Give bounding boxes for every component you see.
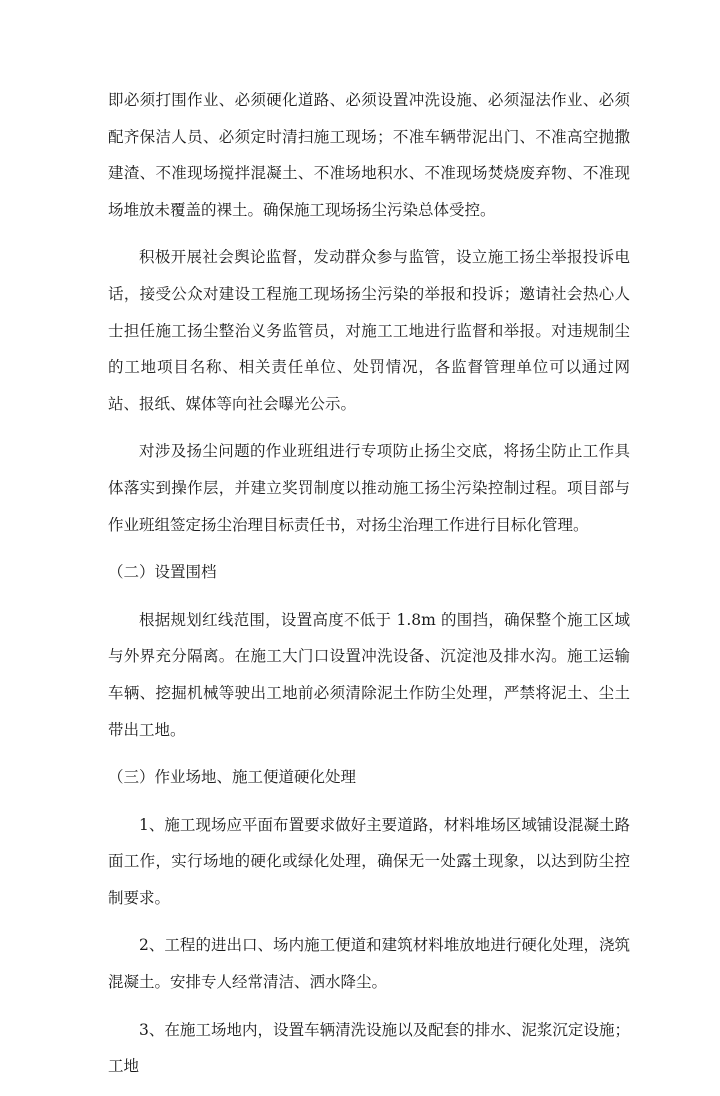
paragraph-public-supervision: 积极开展社会舆论监督，发动群众参与监管，设立施工扬尘举报投诉电话，接受公众对建设工程施工现场扬尘污染的举报和投诉；邀请社会热心人士担任施工扬尘整治义务监管员，对施工工地进行监督和举报。对违规制尘的工地项目名称、相关责任单位、处罚情况，各监督管理单位可以通过网站、报纸、媒体等向社会曝光公示。 <box>108 248 630 413</box>
paragraph-item-2: 2、工程的进出口、场内施工便道和建筑材料堆放地进行硬化处理，浇筑混凝土。安排专人经常清洁、洒水降尘。 <box>108 936 630 992</box>
section-heading-hardening: （三）作业场地、施工便道硬化处理 <box>108 768 357 787</box>
document-body <box>108 82 630 1096</box>
section-heading-fence: （二）设置围档 <box>108 563 217 582</box>
paragraph-team-briefing: 对涉及扬尘问题的作业班组进行专项防止扬尘交底，将扬尘防止工作具体落实到操作层，并建立奖罚制度以推动施工扬尘污染控制过程。项目部与作业班组签定扬尘治理目标责任书，对扬尘治理工作进行目标化管理。 <box>108 442 630 534</box>
paragraph-item-3: 3、在施工场地内，设置车辆清洗设施以及配套的排水、泥浆沉定设施；工地 <box>108 1020 630 1076</box>
paragraph-continuation: 即必须打围作业、必须硬化道路、必须设置冲洗设施、必须湿法作业、必须配齐保洁人员、必须定时清扫施工现场；不准车辆带泥出门、不准高空抛撒建渣、不准现场搅拌混凝土、不准场地积水、不准现场焚烧废弃物、不准现场堆放未覆盖的裸土。确保施工现场扬尘污染总体受控。 <box>108 91 630 219</box>
paragraph-fence: 根据规划红线范围，设置高度不低于 1.8m 的围挡，确保整个施工区域与外界充分隔离。在施工大门口设置冲洗设备、沉淀池及排水沟。施工运输车辆、挖掘机械等驶出工地前必须清除泥土作防尘处理，严禁将泥土、尘土带出工地。 <box>108 610 630 739</box>
paragraph-item-1: 1、施工现场应平面布置要求做好主要道路，材料堆场区域铺设混凝土路面工作，实行场地的硬化或绿化处理，确保无一处露土现象，以达到防尘控制要求。 <box>108 815 630 907</box>
